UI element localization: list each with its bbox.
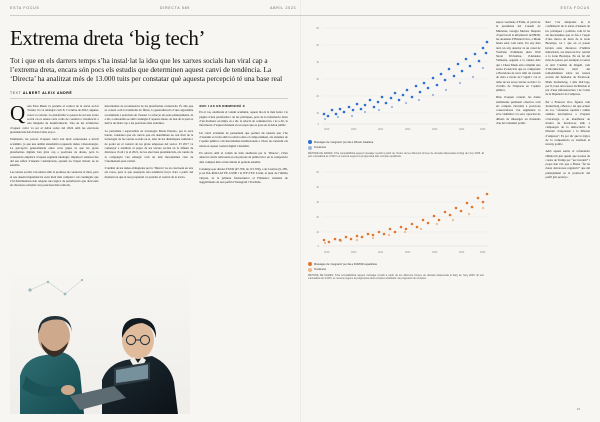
paragraph: Un canvi acumulat de pensament que permet als usuaris que s’ha d’assumir es troba amb la relació entre el comportament, els sistemes de l’opinió pública i els mecanismes institucionals a l’hora de construir els relats en aquest context digital i mediàtic.: [199, 130, 288, 148]
svg-text:2022: 2022: [405, 251, 411, 255]
svg-text:20: 20: [316, 95, 319, 98]
paragraph: suport Germans d’Edda, el partit de la presidenta del Consell de Ministres, Giorgia Meloni. Després d’apel·lar-hi la informació del BDD, les anomena d’Hatzard Live, a Musk haurà estat com tants. Un any més tard, un any anterior és un canal de YouTube d’emmena dreta Wall Street Wolverine, d’Amadeu Valbuena, segueix a la cadena dels qui i Chess Musk està complint una xarxa d’exercicis que es comparteix a Barcelona de terra amb un extrem de vista a través de l’orgull i vol el tema de les seves xarxes socials i la d’arriba de l’impacte en l’opinió pública.: [496, 20, 541, 92]
standfirst: Tot i que en els darrers temps s’ha instal·lat la idea que les xarxes socials han viral cap a l’extrema dreta, encara són pocs els estudis que determinen aquest canvi de tendència. La ‘Directa’ ha analitzat més de 13.000 tuits per constatar què aquesta percepció té una base real: [10, 56, 283, 84]
chart-2-svg: [308, 164, 490, 260]
svg-text:2020: 2020: [351, 128, 357, 131]
legend-swatch-icon: [308, 146, 312, 150]
svg-text:50: 50: [316, 171, 319, 175]
paragraph: Per a Francesc Oca, figures com Zuckerberg o Bezos o les que actuen de vot, “ofereixen capitals i també anàlisis descriptives a d’aquest s’encarrega a de manifestar de mostra de mostrar-se amb a campanyes de la democràcia: la llibertat d’expressió i la llibertat d’empresa”, Es pot dir que la lògica de la competència es trasllada al terreny polític.: [545, 99, 590, 146]
right-column-2: [546, 20, 591, 182]
legend-item: [308, 268, 590, 272]
svg-text:40: 40: [316, 61, 319, 64]
svg-text:40: 40: [316, 186, 319, 190]
paragraph: Catalunya per durant d’EUR (€7.700, de 115.700), a de Cosmos (9, 285, ja en DA-ROLLAT PE-12.000 i la ITP d’EU 6 mm, el punt de l’última vinyeta, és la primera farmacèutica el Flamenco resultats de suggeriments de nou perfil d’Instagram i YouTube.: [199, 166, 288, 184]
svg-text:2024: 2024: [459, 128, 465, 131]
chart-2: [308, 164, 490, 260]
article-column-1: [10, 101, 99, 191]
runhead-rule: [10, 15, 590, 16]
legend-label: Missatges de ‘integració’ per dia a RUMOR espadimàs: [314, 262, 377, 266]
legend-swatch-icon: [308, 268, 312, 272]
legend-swatch-icon: [308, 140, 312, 144]
paragraph: [10, 101, 99, 134]
paragraph: Les xarxes socials van néixer amb la promesa de connectar el món, però el seu desenvolupament ha estat molt més complex i els continguts que s’hi distribueixen han adoptat una lògica de polarització que afavoreix els discursos extrems i les posicions més radicals.: [10, 170, 99, 188]
paragraph: Dins d’aquest context, les dades analitzades permeten observar com els comptes vinculats a posicions conservadores van augmentar la seva visibilitat i la seva capacitat de difusió de missatges en moments clau del calendari polític.: [496, 95, 541, 125]
paragraph: Amb aquest sentit, el cofundador Omnicom just quedé que nostres de contra de Trump per “per inventir” i propa han vist que a Bruxa “fet ha donat derrotat-ne regulació” que del plantejament se la promoció del perfil gris peruà jo.: [545, 149, 590, 179]
section-subhead: XOC I AC ES DIEMOCRÀ X: [199, 104, 246, 109]
drop-cap: Q: [10, 101, 26, 126]
svg-text:2023: 2023: [432, 251, 438, 255]
right-column-1: [496, 20, 541, 182]
chart-2-legend: [308, 262, 590, 272]
right-article-columns: [496, 20, 590, 182]
paragraph: Però l’ús simptome és la confirmació de la xarxa d’usuaris de les polítiques i polititza com hi ha els mecanismes que es fan a l’espai d’una marca de dreta de la Gran Bretanya, tot i que en el passat havien estat discursos d’àmbits minoritaris, ara tenen un lloc central a la Gran Bretanya. En un fet del món de passar, per exemple, la xarxa és així: l’anàlisi de dingell, com d’informacions molt del remodelament sobre les xarxes socials del fundador de Facebook, Mark Zuckerberg, i dels dial·logs, per fi, bons retrocessos facilitarien el pla d’una infraestructura i de l’estat de la Diputació de l’empresa.: [545, 20, 590, 97]
legend-label: Tendència: [314, 146, 326, 149]
svg-text:10: 10: [316, 112, 319, 115]
byline-prefix: TEXT: [10, 90, 22, 95]
svg-text:30: 30: [316, 201, 319, 205]
legend-swatch-icon: [308, 262, 312, 266]
svg-text:2023: 2023: [432, 128, 438, 131]
legend-item: [308, 262, 590, 266]
article-column-2: [105, 104, 194, 191]
illustration: [10, 264, 190, 414]
svg-text:2022: 2022: [405, 128, 411, 131]
page-title: Extrema dreta ‘big tech’: [10, 26, 206, 50]
svg-text:2025: 2025: [480, 251, 486, 255]
legend-label: Missatges de ‘integració’ per dia a Difusor Catalana: [314, 140, 374, 144]
runhead-right: ESTA FOCUS: [560, 6, 590, 10]
paragraph: mecanismes de recomanació de les plataformes comercials. És allò que es coneix com la bombolla de filtres, la generalització d’una algorísmia acostumada a posicions de l’usuari i a reforçar els seus plantejaments, és a dir, a entreteixir-se amb contingut d’aquesta mena, de ben de la qual es deriva un biaix cap a les posicions més extremes.: [104, 104, 194, 126]
chart-2-note: MÈTODE DE DADES: S’ha comptabilitzat aquest missatge recollit a partir de les diferents formes de donada dispersada al llarg de l’any 2025. El text s’actualitza de 3.000 i es mesura segons la progressiva dels comptes analitzats i la progressió de comptes.: [308, 273, 484, 281]
paragraph: En el cas, analitzant el volum acumulat, aquest dia és la més baixa i la pàgina d’una plataforma i de les polítiques, però de la informació dreta d’un moment, un mitjà, és a dir, la relació de comunicació, i és a dir, la informació d’aquest moment és un espai que es posa en el debat públic.: [199, 110, 288, 128]
right-page: [308, 20, 590, 414]
svg-text:50: 50: [316, 44, 319, 47]
runhead-left: ESTA FOCUS: [10, 6, 40, 10]
left-page: [10, 20, 300, 414]
byline: [10, 91, 300, 99]
paragraph: L’anàlisi de les dades obtingudes per la ‘Directa’ no és concloent en tots els casos, però sí que assenyala una tendència força clara a partir del moment en què el nou propietari va prendre el control de la xarxa.: [104, 166, 194, 179]
legend-label: Tendència: [314, 268, 326, 272]
svg-text:2025: 2025: [480, 128, 486, 131]
article-columns: [10, 101, 288, 191]
svg-text:2019: 2019: [324, 128, 330, 131]
chart-1-svg: [308, 20, 490, 138]
paragraph: La periodista i especialista en tecnologia Marta Peirano, per la seva banda, considera que els canvis que els determinen no són fruit de la tecnologia de les xarxes socials en si, sinó de les dinàmiques culturals i de poder en el context de les grans empreses del sector. El 2017 va començar a analitzar el paper de les xarxes socials en la difusió de discursos d’odi i ja el 2021, de les eleccions presidencials, els canals de la companyia van emergir com un dels mecanismes clau de l’anomenada post-veritat.: [104, 128, 194, 163]
svg-text:0: 0: [317, 245, 319, 249]
runhead-center-left: DIRECTA 589: [160, 6, 191, 10]
chart-1: [308, 20, 490, 138]
svg-text:20: 20: [316, 216, 319, 220]
illustration-graphic: [10, 264, 190, 414]
byline-author: ALBERT ALEIX ANDRÉ: [22, 90, 73, 95]
svg-text:2024: 2024: [459, 251, 465, 255]
svg-text:2019: 2019: [324, 251, 330, 255]
svg-text:10: 10: [316, 231, 319, 235]
svg-text:2020: 2020: [351, 251, 357, 255]
svg-text:30: 30: [316, 78, 319, 81]
page-number: 19: [576, 407, 580, 411]
paragraph: En relació amb el volum de tuits analitzats per la ‘Directa’, s’han detectat canvis rellevants en els patrons de publicació i en la composició dels comptes més actius durant el període estudiat.: [199, 150, 288, 164]
article-column-3: [199, 104, 288, 191]
paragraph-text: uan Elon Musk va prendre el control de la xarxa social Twitter i la va rebatejar com X, l’octubre de 2022, algunes coses va canviar. La plataforma va passar de ser una xarxa social on es tenien certs codis de conducta i moderació a una màquina de desinformació. Una de les evidències d’aquest canvi va ser el debat sobre del 2024 amb les eleccions presidencials dels Estats Units en joc.: [10, 104, 99, 134]
svg-text:0: 0: [317, 123, 319, 126]
svg-text:2021: 2021: [378, 128, 384, 131]
svg-text:60: 60: [316, 27, 319, 30]
svg-text:2021: 2021: [378, 251, 384, 255]
byline-rule: [10, 98, 288, 99]
chart-1-note: MÈTODE DE DADES: S’ha comptabilitzat aquest missatge recollit a partir de l’índex de les diferents formes de donada dispersada al llarg de l’any 2025. El text s’actualitza de 3.000 i es mesura segons la progressiva dels comptes analitzats.: [308, 151, 484, 158]
paragraph: Tanmateix, les proves d’aquest canvi són molt contestades a nivell acadèmic, ja que una anàlisi sistemàtica requereix dades i metodologia. La percepció generalitzada entre certs grups és que les grans plataformes digitals han girat cap a posicions de dretes, però la constatació empírica d’aquest segment ideològic, impulsat i amassat des del seu reflex d’usuaris i institucions, apareix en l’espai virtual, no és senzilla.: [10, 137, 99, 168]
runhead-center-right: ABRIL 2023: [270, 6, 297, 10]
page-spine: [300, 0, 301, 422]
